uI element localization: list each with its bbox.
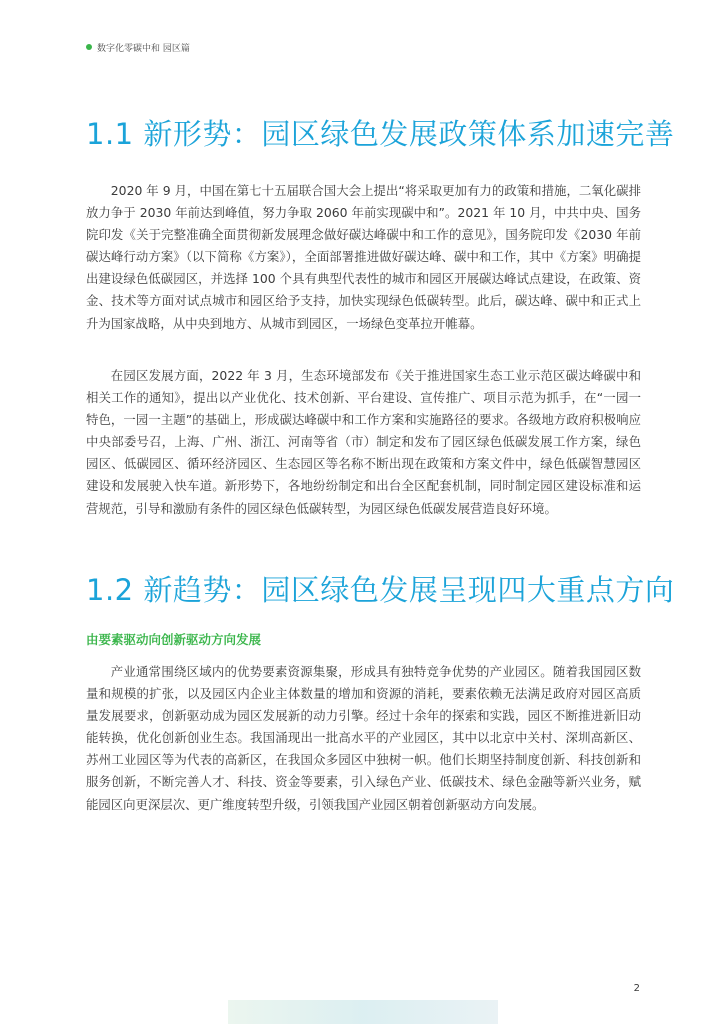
body-paragraph: 在园区发展方面，2022 年 3 月，生态环境部发布《关于推进国家生态工业示范区碳达峰碳中和相关工作的通知》，提出以产业优化、技术创新、平台建设、宣传推广、项目示范为抓手，在“一园一特色，一园一主题”的基础上，形成碳达峰碳中和工作方案和实施路径的要求。各级地方政府积极响应中央部委号召，上海、广州、浙江、河南等省（市）制定和发布了园区绿色低碳发展工作方案，绿色园区、低碳园区、循环经济园区、生态园区等名称不断出现在政策和方案文件中，绿色低碳智慧园区建设和发展驶入快车道。新形势下，各地纷纷制定和出台全区配套机制，同时制定园区建设标准和运营规范，引导和激励有条件的园区绿色低碳转型，为园区绿色低碳发展营造良好环境。 bbox=[86, 368, 641, 516]
page-number: 2 bbox=[633, 983, 640, 994]
header-dot-icon bbox=[86, 44, 92, 50]
subheading-innovation-driven: 由要素驱动向创新驱动方向发展 bbox=[86, 632, 262, 647]
page-header bbox=[86, 40, 190, 54]
body-paragraph: 2020 年 9 月，中国在第七十五届联合国大会上提出“将采取更加有力的政策和措施，二氧化碳排放力争于 2030 年前达到峰值，努力争取 2060 年前实现碳中和”。2021 年 10 月，中共中央、国务院印发《关于完整准确全面贯彻新发展理念做好碳达峰碳中和工作的意见》，国务院印发《2030 年前碳达峰行动方案》（以下简称《方案》），全面部署推进做好碳达峰、碳中和工作，其中《方案》明确提出建设绿色低碳园区，并选择 100 个具有典型代表性的城市和园区开展碳达峰试点建设，在政策、资金、技术等方面对试点城市和园区给予支持，加快实现绿色低碳转型。此后，碳达峰、碳中和正式上升为国家战略，从中央到地方、从城市到园区，一场绿色变革拉开帷幕。 bbox=[86, 183, 641, 331]
body-paragraph: 产业通常围绕区域内的优势要素资源集聚，形成具有独特竞争优势的产业园区。随着我国园区数量和规模的扩张，以及园区内企业主体数量的增加和资源的消耗，要素依赖无法满足政府对园区高质量发展要求，创新驱动成为园区发展新的动力引擎。经过十余年的探索和实践，园区不断推进新旧动能转换，优化创新创业生态。我国涌现出一批高水平的产业园区，其中以北京中关村、深圳高新区、苏州工业园区等为代表的高新区，在我国众多园区中独树一帜。他们长期坚持制度创新、科技创新和服务创新，不断完善人才、科技、资金等要素，引入绿色产业、低碳技术、绿色金融等新兴业务，赋能园区向更深层次、更广维度转型升级，引领我国产业园区朝着创新驱动方向发展。 bbox=[86, 664, 641, 812]
section-title-1-1: 1.1 新形势：园区绿色发展政策体系加速完善 bbox=[86, 117, 675, 151]
footer-banner-image bbox=[228, 1000, 498, 1024]
header-text: 数字化零碳中和 园区篇 bbox=[97, 43, 190, 54]
section-title-1-2: 1.2 新趋势：园区绿色发展呈现四大重点方向 bbox=[86, 573, 675, 607]
